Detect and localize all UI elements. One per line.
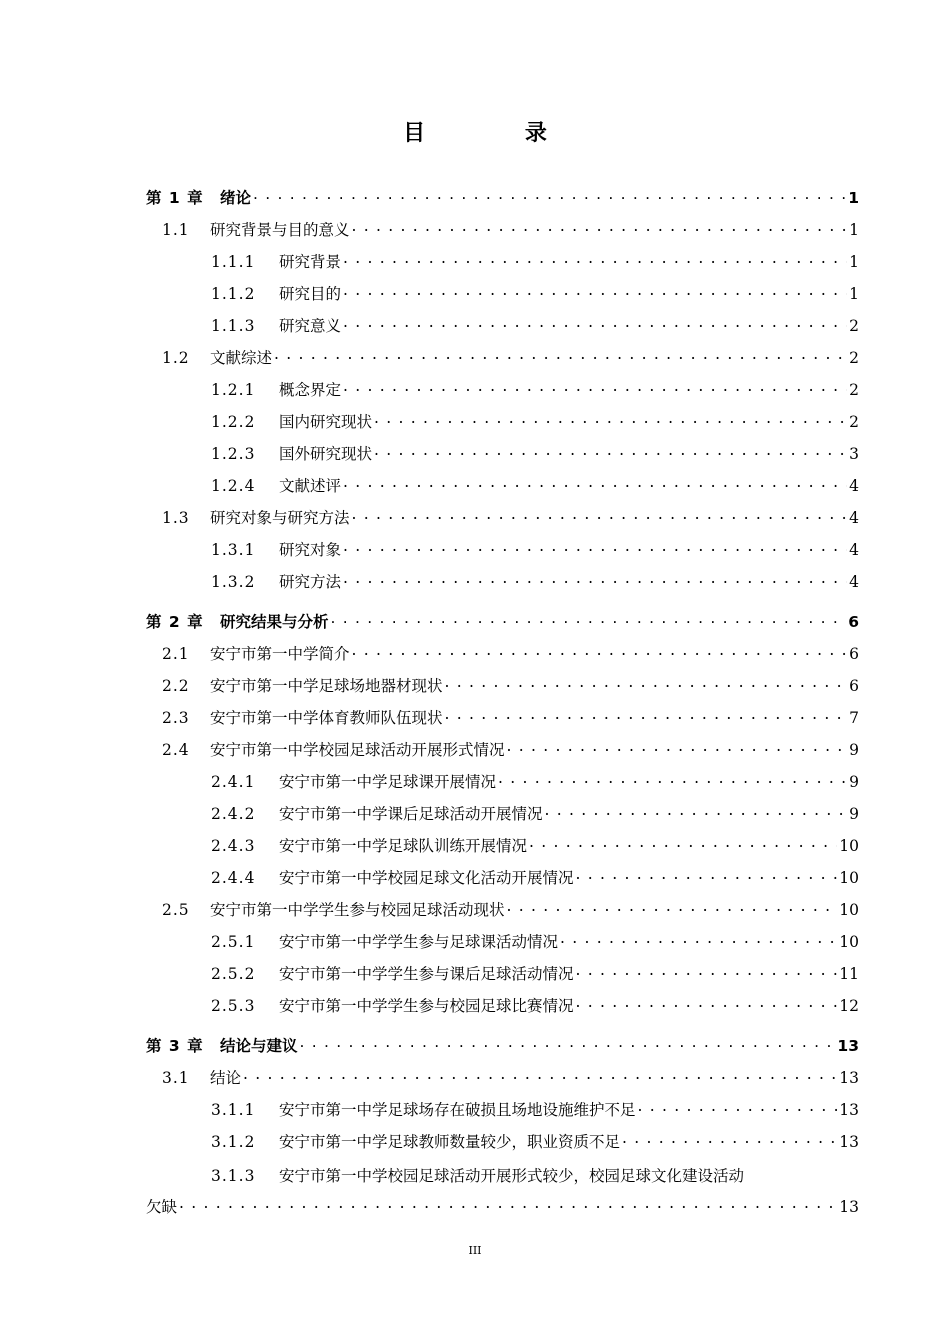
toc-entry[interactable]: [211, 1097, 859, 1121]
toc-entry-page: 2: [849, 413, 859, 431]
toc-entry-text: 安宁市第一中学足球场地器材现状: [210, 677, 443, 695]
toc-entry[interactable]: [162, 737, 859, 761]
toc-entry-number: 1.1: [162, 221, 190, 239]
toc-entry-page: 4: [849, 477, 859, 495]
toc-entry-number: 3.1.2: [211, 1133, 256, 1151]
toc-entry-number: 1.2.1: [211, 381, 256, 399]
toc-entry-page: 6: [849, 645, 859, 663]
page-number-footer: III: [468, 1244, 482, 1257]
toc-entry-text: 国内研究现状: [279, 413, 373, 431]
dot-leader: [253, 185, 846, 203]
toc-entry-text: 安宁市第一中学足球队训练开展情况: [279, 837, 528, 855]
dot-leader: [576, 993, 838, 1011]
dot-leader: [352, 641, 848, 659]
dot-leader: [576, 865, 838, 883]
toc-entry-text: 结论: [210, 1069, 242, 1087]
dot-leader: [638, 1097, 838, 1115]
toc-entry-text: 绪论: [220, 189, 252, 207]
toc-entry-text: 文献综述: [210, 349, 273, 367]
toc-entry-text: 研究意义: [279, 317, 342, 335]
toc-entry[interactable]: [211, 833, 859, 857]
toc-entry-text: 研究背景: [279, 253, 342, 271]
toc-entry-page: 10: [839, 837, 859, 855]
toc-entry-text: 文献述评: [279, 477, 342, 495]
dot-leader: [343, 281, 847, 299]
toc-entry-page: 13: [839, 1101, 859, 1119]
toc-entry-number: 1.1.2: [211, 285, 256, 303]
toc-entry-page: 7: [849, 709, 859, 727]
toc-entry[interactable]: [211, 865, 859, 889]
toc-entry-text: 安宁市第一中学学生参与校园足球活动现状: [210, 901, 505, 919]
toc-entry-text: 安宁市第一中学学生参与足球课活动情况: [279, 933, 559, 951]
toc-entry-number: 2.5: [162, 901, 190, 919]
toc-entry-text: 安宁市第一中学简介: [210, 645, 350, 663]
dot-leader: [445, 705, 848, 723]
toc-entry-number: 1.2: [162, 349, 190, 367]
toc-entry[interactable]: [146, 609, 859, 633]
toc-entry[interactable]: [162, 673, 859, 697]
toc-entry-text: 安宁市第一中学校园足球活动开展形式较少，校园足球文化建设活动: [279, 1167, 745, 1185]
dot-leader: [498, 769, 847, 787]
toc-entry-page: 6: [849, 677, 859, 695]
toc-entry-number: 2.5.3: [211, 997, 256, 1015]
dot-leader: [622, 1129, 837, 1147]
toc-entry-page: 10: [839, 933, 859, 951]
toc-entry-page: 12: [839, 997, 859, 1015]
dot-leader: [343, 313, 847, 331]
dot-leader: [343, 537, 847, 555]
toc-entry-text: 国外研究现状: [279, 445, 373, 463]
toc-entry-text: 安宁市第一中学足球课开展情况: [279, 773, 497, 791]
toc-entry-number: 2.5.2: [211, 965, 256, 983]
toc-entry-page: 1: [848, 189, 859, 207]
toc-entry-page: 2: [849, 317, 859, 335]
toc-entry-text: 安宁市第一中学校园足球文化活动开展情况: [279, 869, 574, 887]
dot-leader: [243, 1065, 837, 1083]
toc-entry-text: 安宁市第一中学校园足球活动开展形式情况: [210, 741, 505, 759]
dot-leader: [374, 441, 847, 459]
dot-leader: [374, 409, 847, 427]
toc-entry-number: 1.2.3: [211, 445, 256, 463]
toc-entry-number: 1.2.2: [211, 413, 256, 431]
toc-entry-page: 10: [839, 869, 859, 887]
toc-entry-page: 4: [849, 573, 859, 591]
toc-entry-page: 9: [849, 741, 859, 759]
toc-entry-number: 3.1: [162, 1069, 190, 1087]
toc-entry-3-1-3-line2[interactable]: [146, 1194, 859, 1218]
toc-entry-number: 2.4.3: [211, 837, 256, 855]
toc-entry-page: 4: [849, 509, 859, 527]
toc-entry-number: 1.3.2: [211, 573, 256, 591]
toc-entry-number: 1.3.1: [211, 541, 256, 559]
toc-entry-number: 2.4.4: [211, 869, 256, 887]
toc-entry[interactable]: [211, 441, 859, 465]
toc-entry[interactable]: [146, 1033, 859, 1057]
toc-entry[interactable]: [162, 705, 859, 729]
toc-entry[interactable]: [211, 281, 859, 305]
toc-entry[interactable]: [211, 473, 859, 497]
toc-entry-number: 第 3 章: [146, 1037, 204, 1055]
toc-entry-page: 1: [849, 253, 859, 271]
toc-entry-text: 研究对象与研究方法: [210, 509, 350, 527]
page-title: 目 录: [403, 121, 593, 146]
toc-entry[interactable]: [211, 929, 859, 953]
dot-leader: [274, 345, 847, 363]
toc-entry-text: 安宁市第一中学体育教师队伍现状: [210, 709, 443, 727]
toc-entry-text: 研究结果与分析: [220, 613, 329, 631]
toc-entry-page: 10: [839, 901, 859, 919]
toc-entry-page: 13: [839, 1133, 859, 1151]
toc-entry-text: 研究背景与目的意义: [210, 221, 350, 239]
toc-entry-text: 安宁市第一中学课后足球活动开展情况: [279, 805, 543, 823]
toc-entry-number: 2.5.1: [211, 933, 256, 951]
dot-leader: [343, 569, 847, 587]
toc-entry-page: 9: [849, 805, 859, 823]
dot-leader: [529, 833, 837, 851]
toc-entry-text: 安宁市第一中学足球场存在破损且场地设施维护不足: [279, 1101, 636, 1119]
toc-entry[interactable]: [211, 993, 859, 1017]
toc-entry-number: 2.4.1: [211, 773, 256, 791]
toc-entry-number: 2.3: [162, 709, 190, 727]
toc-entry-page: 1: [849, 285, 859, 303]
toc-entry-text: 概念界定: [279, 381, 342, 399]
toc-entry-number: 2.4.2: [211, 805, 256, 823]
toc-entry-text: 安宁市第一中学足球教师数量较少，职业资质不足: [279, 1133, 621, 1151]
toc-entry-page: 4: [849, 541, 859, 559]
toc-entry-page: 3: [849, 445, 859, 463]
toc-entry[interactable]: [211, 1129, 859, 1153]
dot-leader: [300, 1033, 836, 1051]
toc-entry-text: 结论与建议: [220, 1037, 298, 1055]
toc-entry[interactable]: [211, 249, 859, 273]
toc-entry-page: 13: [839, 1198, 859, 1216]
toc-entry[interactable]: [162, 505, 859, 529]
toc-entry[interactable]: [162, 1065, 859, 1089]
toc-entry-page: 13: [837, 1037, 859, 1055]
toc-entry[interactable]: [162, 345, 859, 369]
dot-leader: [343, 473, 847, 491]
toc-entry-number: 1.1.3: [211, 317, 256, 335]
toc-entry-text: 安宁市第一中学学生参与校园足球比赛情况: [279, 997, 574, 1015]
toc-entry[interactable]: [211, 409, 859, 433]
toc-entry[interactable]: [146, 185, 859, 209]
toc-entry-page: 1: [849, 221, 859, 239]
dot-leader: [507, 897, 838, 915]
dot-leader: [560, 929, 837, 947]
toc-entry-number: 第 2 章: [146, 613, 204, 631]
toc-entry[interactable]: [162, 217, 859, 241]
toc-entry[interactable]: [211, 961, 859, 985]
toc-entry[interactable]: [211, 537, 859, 561]
toc-entry-number: 3.1.1: [211, 1101, 256, 1119]
toc-entry-number: 2.2: [162, 677, 190, 695]
toc-entry-number: 1.2.4: [211, 477, 256, 495]
toc-entry-number: 第 1 章: [146, 189, 204, 207]
toc-entry-page: 2: [849, 349, 859, 367]
dot-leader: [343, 249, 847, 267]
dot-leader: [352, 217, 848, 235]
dot-leader: [343, 377, 847, 395]
toc-entry-text: 研究方法: [279, 573, 342, 591]
toc-entry-page: 9: [849, 773, 859, 791]
toc-entry[interactable]: [211, 801, 859, 825]
toc-entry-page: 11: [839, 965, 859, 983]
toc-entry-number: 2.4: [162, 741, 190, 759]
toc-entry-number: 1.1.1: [211, 253, 256, 271]
toc-entry-number: 2.1: [162, 645, 190, 663]
toc-entry[interactable]: [211, 569, 859, 593]
toc-entry-text: 研究对象: [279, 541, 342, 559]
dot-leader: [576, 961, 838, 979]
toc-entry-3-1-3-line1[interactable]: [211, 1164, 744, 1186]
toc-entry-text: 研究目的: [279, 285, 342, 303]
dot-leader: [445, 673, 848, 691]
dot-leader: [352, 505, 848, 523]
toc-entry[interactable]: [211, 769, 859, 793]
toc-entry[interactable]: [211, 377, 859, 401]
dot-leader: [507, 737, 848, 755]
toc-entry-text: 安宁市第一中学学生参与课后足球活动情况: [279, 965, 574, 983]
dot-leader: [331, 609, 847, 627]
toc-entry-page: 13: [839, 1069, 859, 1087]
toc-entry-number: 1.3: [162, 509, 190, 527]
toc-entry[interactable]: [162, 641, 859, 665]
toc-entry-page: 2: [849, 381, 859, 399]
toc-entry[interactable]: [211, 313, 859, 337]
toc-entry-number: 3.1.3: [211, 1167, 256, 1185]
toc-entry[interactable]: [162, 897, 859, 921]
dot-leader: [179, 1194, 837, 1212]
dot-leader: [545, 801, 848, 819]
toc-entry-page: 6: [848, 613, 859, 631]
toc-entry-text: 欠缺: [146, 1198, 178, 1216]
